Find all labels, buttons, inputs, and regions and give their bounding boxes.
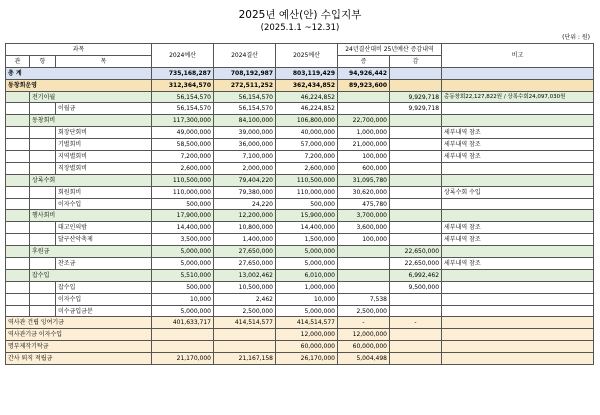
cell-notes (442, 353, 594, 365)
cell-budget-2025: 803,119,429 (276, 67, 338, 79)
cell-budget-2024: 312,364,570 (152, 79, 214, 91)
cell-decrease (390, 67, 442, 79)
cell-increase: 100,000 (338, 151, 390, 163)
cell-budget-2024: 58,500,000 (152, 139, 214, 151)
cell-settlement-2024: 27,650,000 (214, 246, 276, 258)
header-hang: 항 (30, 55, 56, 67)
cell-notes (442, 329, 594, 341)
cell-notes: 세부내역 참조 (442, 222, 594, 234)
header-difference: 24년결산대비 25년예산 증감내역 (338, 44, 442, 56)
cell-decrease: - (390, 317, 442, 329)
cell-notes (442, 210, 594, 222)
cell-budget-2024: 7,200,000 (152, 151, 214, 163)
cell-increase (338, 103, 390, 115)
cell-decrease (390, 198, 442, 210)
header-budget-2024: 2024예산 (152, 44, 214, 68)
table-row (6, 127, 594, 139)
cell-notes (442, 67, 594, 79)
table-row (6, 79, 594, 91)
cell-budget-2025: 106,800,000 (276, 115, 338, 127)
cell-budget-2024: 3,500,000 (152, 234, 214, 246)
cell-notes: 세부내역 참조 (442, 234, 594, 246)
cell-budget-2025: 5,000,000 (276, 305, 338, 317)
cell-increase (338, 269, 390, 281)
cell-budget-2024: 110,500,000 (152, 174, 214, 186)
table-row (6, 234, 594, 246)
cell-decrease (390, 293, 442, 305)
row-name: 직장별회비 (56, 162, 152, 174)
cell-decrease (390, 151, 442, 163)
cell-decrease: 9,500,000 (390, 281, 442, 293)
cell-notes (442, 317, 594, 329)
table-row (6, 139, 594, 151)
cell-notes (442, 198, 594, 210)
cell-decrease (390, 329, 442, 341)
cell-budget-2025: 5,000,000 (276, 258, 338, 270)
cell-increase: 60,000,000 (338, 341, 390, 353)
row-name: 지역별회비 (56, 151, 152, 163)
table-row (6, 103, 594, 115)
cell-budget-2025: 12,000,000 (276, 329, 338, 341)
cell-notes (442, 269, 594, 281)
cell-budget-2024: 5,000,000 (152, 246, 214, 258)
cell-settlement-2024: 84,100,000 (214, 115, 276, 127)
budget-table (5, 43, 594, 365)
cell-budget-2025: 1,500,000 (276, 234, 338, 246)
cell-budget-2025: 110,000,000 (276, 186, 338, 198)
cell-increase (338, 246, 390, 258)
cell-settlement-2024: 708,192,987 (214, 67, 276, 79)
cell-increase: 475,780 (338, 198, 390, 210)
cell-budget-2025: 14,400,000 (276, 222, 338, 234)
row-name: 동창회운영 (6, 79, 152, 91)
page-title: 2025년 예산(안) 수입지부 (238, 9, 362, 21)
table-row (6, 258, 594, 270)
cell-settlement-2024: 12,200,000 (214, 210, 276, 222)
row-name: 역사관기금 이자수입 (6, 329, 152, 341)
period-subtitle: (2025.1.1 ~12.31) (260, 23, 340, 33)
cell-notes (442, 305, 594, 317)
row-name: 행사회비 (30, 210, 152, 222)
row-name: 회원회비 (56, 186, 152, 198)
cell-decrease: 6,992,462 (390, 269, 442, 281)
cell-settlement-2024: 27,650,000 (214, 258, 276, 270)
header-increase: 증 (338, 55, 390, 67)
cell-budget-2025: 57,000,000 (276, 139, 338, 151)
cell-budget-2025: 1,000,000 (276, 281, 338, 293)
row-name: 미수금입금분 (56, 305, 152, 317)
cell-increase: 100,000 (338, 234, 390, 246)
cell-increase (338, 258, 390, 270)
cell-settlement-2024: 39,000,000 (214, 127, 276, 139)
table-row (6, 317, 594, 329)
cell-settlement-2024: 10,500,000 (214, 281, 276, 293)
cell-budget-2024: 401,633,717 (152, 317, 214, 329)
cell-settlement-2024 (214, 341, 276, 353)
cell-budget-2024: 500,000 (152, 281, 214, 293)
cell-budget-2025: 46,224,852 (276, 103, 338, 115)
cell-budget-2024: 10,000 (152, 293, 214, 305)
cell-notes (442, 103, 594, 115)
table-row (6, 222, 594, 234)
cell-notes (442, 341, 594, 353)
table-row (6, 305, 594, 317)
cell-settlement-2024: 7,100,000 (214, 151, 276, 163)
header-settlement-2024: 2024결산 (214, 44, 276, 68)
cell-decrease: 22,650,000 (390, 258, 442, 270)
cell-decrease (390, 353, 442, 365)
cell-settlement-2024: 2,500,000 (214, 305, 276, 317)
cell-budget-2024 (152, 341, 214, 353)
cell-budget-2024: 56,154,570 (152, 103, 214, 115)
cell-budget-2025: 40,000,000 (276, 127, 338, 139)
cell-increase: 7,538 (338, 293, 390, 305)
cell-decrease (390, 341, 442, 353)
cell-decrease (390, 174, 442, 186)
row-name: 역사관 건립 잉여기금 (6, 317, 152, 329)
header-decrease: 감 (390, 55, 442, 67)
row-name: 대고인의밤 (56, 222, 152, 234)
cell-notes (442, 246, 594, 258)
cell-notes: 세부내역 참조 (442, 258, 594, 270)
cell-settlement-2024: 24,220 (214, 198, 276, 210)
table-row (6, 281, 594, 293)
cell-settlement-2024: 21,167,158 (214, 353, 276, 365)
row-name: 명부제작기탁금 (6, 341, 152, 353)
cell-increase (338, 91, 390, 103)
row-name: 이자수입 (56, 293, 152, 305)
cell-decrease (390, 222, 442, 234)
cell-settlement-2024: 272,511,252 (214, 79, 276, 91)
cell-notes (442, 281, 594, 293)
cell-notes: 세부내역 참조 (442, 139, 594, 151)
cell-increase: 2,500,000 (338, 305, 390, 317)
row-name: 이월금 (56, 103, 152, 115)
table-row (6, 186, 594, 198)
cell-budget-2025: 60,000,000 (276, 341, 338, 353)
table-row (6, 115, 594, 127)
unit-label: (단위 : 원) (562, 34, 590, 41)
cell-increase: 600,000 (338, 162, 390, 174)
cell-settlement-2024: 36,000,000 (214, 139, 276, 151)
cell-increase: 1,000,000 (338, 127, 390, 139)
header-mok: 목 (56, 55, 152, 67)
cell-increase: 30,620,000 (338, 186, 390, 198)
header-category: 과목 (6, 44, 152, 56)
cell-decrease (390, 79, 442, 91)
row-name: 총 계 (6, 67, 152, 79)
cell-budget-2025: 6,010,000 (276, 269, 338, 281)
header-notes: 비고 (442, 44, 594, 68)
cell-budget-2024: 735,168,287 (152, 67, 214, 79)
cell-budget-2025: 362,434,852 (276, 79, 338, 91)
cell-increase: 3,700,000 (338, 210, 390, 222)
cell-decrease (390, 210, 442, 222)
table-row (6, 269, 594, 281)
cell-budget-2024: 5,510,000 (152, 269, 214, 281)
cell-settlement-2024: 2,462 (214, 293, 276, 305)
row-name: 기별회비 (56, 139, 152, 151)
cell-budget-2025: 110,500,000 (276, 174, 338, 186)
cell-budget-2024: 117,300,000 (152, 115, 214, 127)
cell-settlement-2024: 13,002,462 (214, 269, 276, 281)
row-name: 이자수입 (56, 198, 152, 210)
row-name: 회장단회비 (56, 127, 152, 139)
cell-budget-2025: 26,170,000 (276, 353, 338, 365)
header-gwan: 관 (6, 55, 30, 67)
row-name: 상록수회 (30, 174, 152, 186)
cell-budget-2024: 5,000,000 (152, 305, 214, 317)
table-row (6, 341, 594, 353)
table-row (6, 91, 594, 103)
cell-budget-2024: 2,600,000 (152, 162, 214, 174)
cell-budget-2025: 46,224,852 (276, 91, 338, 103)
cell-increase: 21,000,000 (338, 139, 390, 151)
cell-decrease: 9,929,718 (390, 91, 442, 103)
cell-decrease (390, 186, 442, 198)
cell-settlement-2024: 10,800,000 (214, 222, 276, 234)
cell-decrease: 9,929,718 (390, 103, 442, 115)
cell-decrease: 22,650,000 (390, 246, 442, 258)
cell-notes (442, 115, 594, 127)
cell-decrease (390, 305, 442, 317)
cell-budget-2025: 7,200,000 (276, 151, 338, 163)
table-row (6, 67, 594, 79)
cell-decrease (390, 162, 442, 174)
table-row (6, 198, 594, 210)
table-row (6, 246, 594, 258)
cell-settlement-2024: 414,514,577 (214, 317, 276, 329)
cell-budget-2024: 14,400,000 (152, 222, 214, 234)
cell-budget-2025: 10,000 (276, 293, 338, 305)
table-row (6, 162, 594, 174)
table-row (6, 329, 594, 341)
cell-notes: 세부내역 참조 (442, 151, 594, 163)
cell-budget-2024: 56,154,570 (152, 91, 214, 103)
cell-settlement-2024: 56,154,570 (214, 91, 276, 103)
cell-budget-2024: 5,000,000 (152, 258, 214, 270)
cell-settlement-2024: 79,404,220 (214, 174, 276, 186)
row-name: 동창회비 (30, 115, 152, 127)
cell-decrease (390, 115, 442, 127)
cell-settlement-2024: 79,380,000 (214, 186, 276, 198)
row-name: 달구산악축제 (56, 234, 152, 246)
cell-notes (442, 79, 594, 91)
table-row (6, 151, 594, 163)
cell-budget-2024: 17,900,000 (152, 210, 214, 222)
header-budget-2025: 2025예산 (276, 44, 338, 68)
cell-increase: 94,926,442 (338, 67, 390, 79)
cell-settlement-2024 (214, 329, 276, 341)
row-name: 간사 퇴직 적립금 (6, 353, 152, 365)
cell-budget-2024: 49,000,000 (152, 127, 214, 139)
cell-increase: 3,600,000 (338, 222, 390, 234)
cell-notes: 상록수회 수입 (442, 186, 594, 198)
header-row (6, 44, 594, 56)
row-name: 전기이월 (30, 91, 152, 103)
cell-increase: 89,923,600 (338, 79, 390, 91)
cell-increase: 5,004,498 (338, 353, 390, 365)
cell-settlement-2024: 2,000,000 (214, 162, 276, 174)
table-row (6, 353, 594, 365)
cell-notes (442, 293, 594, 305)
cell-budget-2025: 2,600,000 (276, 162, 338, 174)
cell-increase (338, 281, 390, 293)
cell-notes (442, 174, 594, 186)
cell-increase: - (338, 317, 390, 329)
cell-budget-2024 (152, 329, 214, 341)
table-row (6, 293, 594, 305)
cell-budget-2025: 500,000 (276, 198, 338, 210)
row-name: 잡수입 (30, 269, 152, 281)
cell-notes (442, 162, 594, 174)
cell-budget-2024: 110,000,000 (152, 186, 214, 198)
cell-settlement-2024: 56,154,570 (214, 103, 276, 115)
table-row (6, 174, 594, 186)
row-name: 잡수입 (56, 281, 152, 293)
row-name: 후원금 (30, 246, 152, 258)
cell-increase: 22,700,000 (338, 115, 390, 127)
cell-increase: 31,095,780 (338, 174, 390, 186)
cell-notes: 세부내역 참조 (442, 127, 594, 139)
cell-notes: 총동창회22,127,822원 / 상록수회24,097,030원 (442, 91, 594, 103)
cell-decrease (390, 139, 442, 151)
cell-budget-2025: 414,514,577 (276, 317, 338, 329)
cell-settlement-2024: 1,400,000 (214, 234, 276, 246)
cell-increase: 12,000,000 (338, 329, 390, 341)
cell-decrease (390, 127, 442, 139)
cell-budget-2025: 15,900,000 (276, 210, 338, 222)
row-name: 찬조금 (56, 258, 152, 270)
cell-budget-2024: 21,170,000 (152, 353, 214, 365)
cell-decrease (390, 234, 442, 246)
table-row (6, 210, 594, 222)
cell-budget-2025: 5,000,000 (276, 246, 338, 258)
cell-budget-2024: 500,000 (152, 198, 214, 210)
